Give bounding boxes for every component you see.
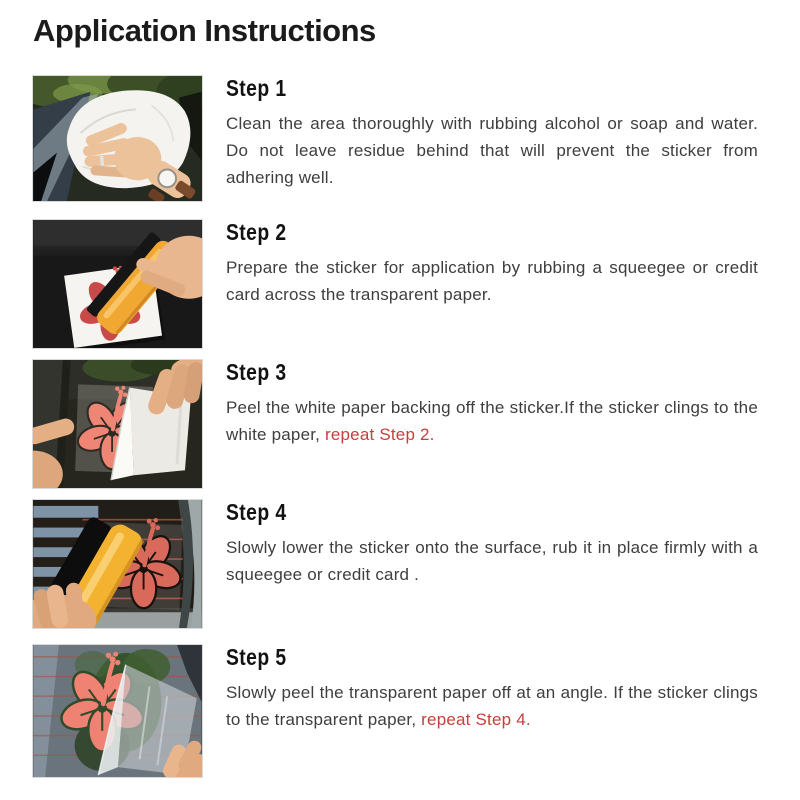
step-5-photo	[32, 644, 203, 778]
step-4-photo	[32, 499, 203, 629]
step-text-highlight: repeat Step 2.	[325, 425, 435, 444]
page-title: Application Instructions	[33, 13, 376, 48]
applying-sticker-illustration	[33, 500, 202, 628]
step-text-body: Prepare the sticker for application by rubbing a squeegee or credit card across the transparent paper.	[226, 258, 758, 304]
step-text-body: Slowly lower the sticker onto the surface, rub it in place firmly with a squeegee or credit card .	[226, 538, 758, 584]
squeegee-on-card-illustration	[33, 220, 202, 348]
step-row-1	[0, 75, 800, 205]
step-text	[226, 679, 758, 733]
step-2-content	[226, 219, 758, 308]
wiping-window-illustration	[33, 76, 202, 201]
step-row-4	[0, 499, 800, 629]
step-text	[226, 254, 758, 308]
step-heading: Step 2	[226, 219, 287, 245]
step-heading: Step 3	[226, 359, 287, 385]
step-3-content	[226, 359, 758, 448]
step-heading: Step 5	[226, 644, 287, 670]
peeling-transparent-paper-illustration	[33, 645, 202, 777]
step-row-3	[0, 359, 800, 489]
step-5-content	[226, 644, 758, 733]
step-text-body: Clean the area thoroughly with rubbing alcohol or soap and water. Do not leave residue behind that will prevent the sticker from adhering well.	[226, 114, 758, 187]
step-4-content	[226, 499, 758, 588]
step-1-content	[226, 75, 758, 191]
step-text	[226, 534, 758, 588]
step-text	[226, 110, 758, 191]
step-text-body: Peel the white paper backing off the sticker.If the sticker clings to the white paper,	[226, 398, 758, 444]
step-text	[226, 394, 758, 448]
ring-icon	[100, 156, 104, 166]
step-2-photo	[32, 219, 203, 349]
step-1-photo	[32, 75, 203, 202]
peeling-backing-illustration	[33, 360, 202, 488]
step-text-body: Slowly peel the transparent paper off at an angle. If the sticker clings to the transparent paper,	[226, 683, 758, 729]
step-heading: Step 1	[226, 75, 287, 101]
step-text-highlight: repeat Step 4.	[421, 710, 531, 729]
step-row-2	[0, 219, 800, 349]
step-row-5	[0, 644, 800, 778]
step-3-photo	[32, 359, 203, 489]
step-heading: Step 4	[226, 499, 287, 525]
